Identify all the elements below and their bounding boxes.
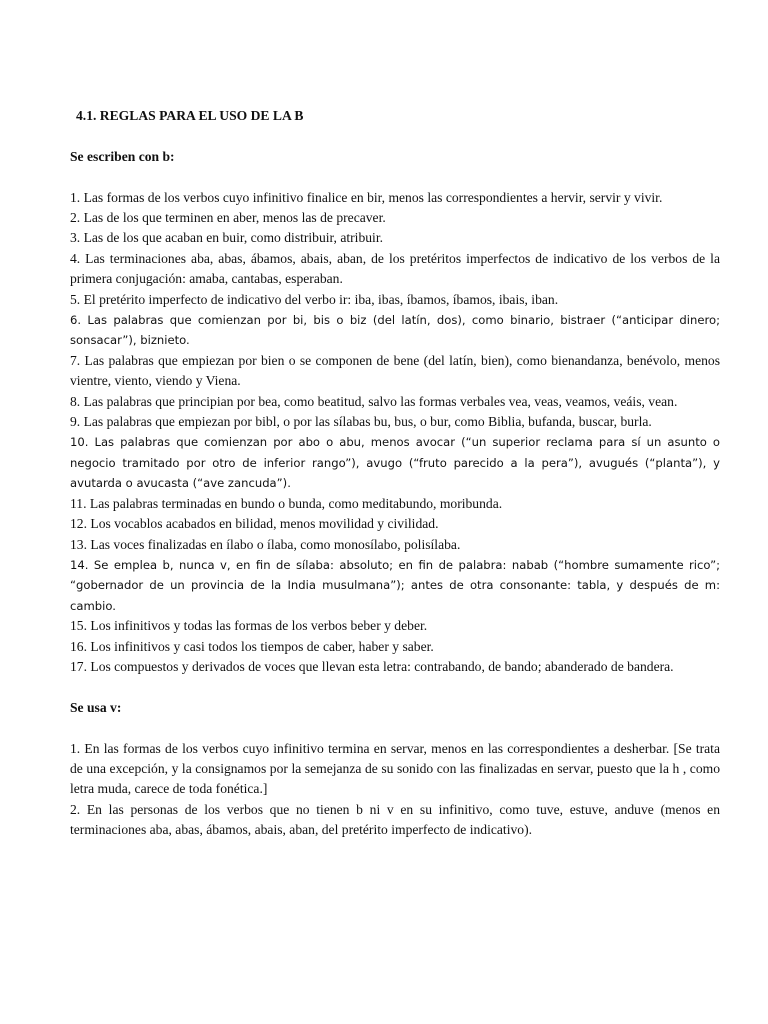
rule-item: 15. Los infinitivos y todas las formas de los verbos beber y deber.: [70, 618, 428, 634]
rule-item: 4. Las terminaciones aba, abas, ábamos, abais, aban, de los pretéritos imperfectos de indicativo de los verbos de la primera conjugación: amaba, cantabas, esperaban.: [70, 250, 720, 287]
rule-item: 5. El pretérito imperfecto de indicativo del verbo ir: iba, ibas, íbamos, íbamos, ibais, iban.: [70, 291, 559, 307]
rule-item: 2. Las de los que terminen en aber, menos las de precaver.: [70, 210, 386, 225]
section-heading-v: Se usa v:: [70, 699, 122, 715]
rule-item: 3. Las de los que acaban en buir, como distribuir, atribuir.: [70, 230, 383, 246]
rule-item: 10. Las palabras que comienzan por abo o abu, menos avocar (“un superior reclama para sí un asunto o negocio tramitado por otro de inferior rango”), avugo (“fruto parecido a la pera”), avugués (“planta”), y avutarda o avucasta (“ave zancuda”).: [70, 435, 720, 491]
rules-list-b: [70, 188, 720, 678]
rule-item: 2. En las personas de los verbos que no tienen b ni v en su infinitivo, como tuve, estuve, anduve (menos en terminaciones aba, abas, ábamos, abais, aban, del pretérito imperfecto de indicativo).: [70, 801, 720, 838]
rule-item: 11. Las palabras terminadas en bundo o bunda, como meditabundo, moribunda.: [70, 495, 503, 511]
rule-item: 16. Los infinitivos y casi todos los tiempos de caber, haber y saber.: [70, 638, 434, 654]
rule-item: 7. Las palabras que empiezan por bien o se componen de bene (del latín, bien), como bienandanza, benévolo, menos vientre, viento, viendo y Viena.: [70, 352, 720, 389]
rule-item: 1. En las formas de los verbos cuyo infinitivo termina en servar, menos en las correspondientes a desherbar. [Se trata de una excepción, y la consignamos por la semejanza de su sonido con las finalizadas en servar, puesto que la h , como letra muda, carece de toda fonética.]: [70, 740, 720, 797]
rule-item: 17. Los compuestos y derivados de voces que llevan esta letra: contrabando, de bando; abanderado de bandera.: [70, 658, 674, 674]
spacer: [70, 677, 720, 697]
rule-item: 13. Las voces finalizadas en ílabo o ílaba, como monosílabo, polisílaba.: [70, 536, 461, 552]
spacer: [70, 167, 720, 187]
rule-item: 6. Las palabras que comienzan por bi, bis o biz (del latín, dos), como binario, bistraer (“anticipar dinero; sonsacar”), biznieto.: [70, 313, 720, 348]
rule-item: 14. Se emplea b, nunca v, en fin de sílaba: absoluto; en fin de palabra: nabab (“hombre sumamente rico”; “gobernador de un provincia de la India musulmana”); antes de otra consonante: tabla, y después de m: cambio.: [70, 557, 720, 613]
rule-item: 1. Las formas de los verbos cuyo infinitivo finalice en bir, menos las correspondientes a hervir, servir y vivir.: [70, 189, 663, 205]
rule-item: 8. Las palabras que principian por bea, como beatitud, salvo las formas verbales vea, veas, veamos, veáis, vean.: [70, 393, 678, 409]
document-page: [70, 106, 720, 841]
rules-list-v: [70, 739, 720, 841]
section-heading-b: Se escriben con b:: [70, 148, 175, 164]
rule-item: 12. Los vocablos acabados en bilidad, menos movilidad y civilidad.: [70, 516, 439, 532]
spacer: [70, 718, 720, 738]
document-title: 4.1. REGLAS PARA EL USO DE LA B: [76, 108, 304, 123]
rule-item: 9. Las palabras que empiezan por bibl, o por las sílabas bu, bus, o bur, como Biblia, bufanda, buscar, burla.: [70, 414, 652, 430]
spacer: [70, 126, 720, 146]
